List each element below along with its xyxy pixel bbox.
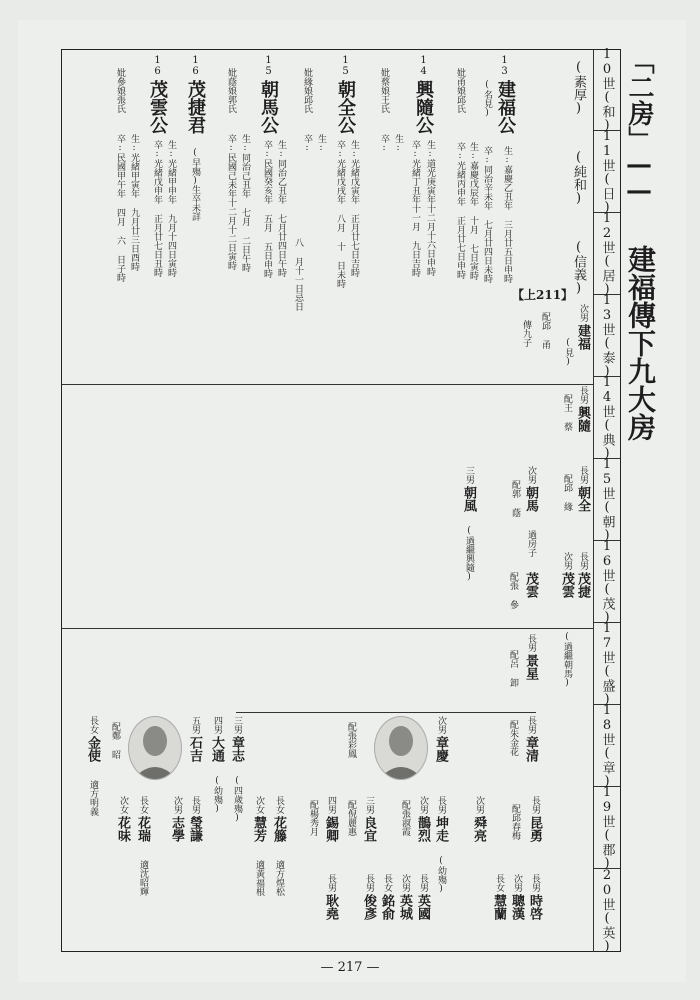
tree-label: 長女 <box>382 874 392 892</box>
tree-name: 茂雲 <box>559 572 574 598</box>
bio-died: 卒:光緒丁丑年十一月 九日吉時 <box>410 140 420 277</box>
tree-name: 朝馬 <box>523 486 538 512</box>
title-dash: —— <box>624 150 654 202</box>
bio-born: 生:光緒戊寅年 正月廿七日吉時 <box>349 140 359 277</box>
gen-18: 18世(章) <box>594 705 620 787</box>
tree-name: 慧蘭 <box>491 894 506 920</box>
tree-name: 興隨 <box>575 406 590 432</box>
tree-label: 五男 <box>190 716 200 734</box>
tree-name: 良宜 <box>361 816 376 842</box>
gen-16: 16世(茂) <box>594 541 620 623</box>
tree-label: 次男 <box>562 552 572 570</box>
tree-label: 四男 <box>212 716 222 734</box>
tree-label: 長男 <box>326 874 336 892</box>
ancestor-name: (素厚) <box>571 60 586 116</box>
gen-19: 19世(郡) <box>594 787 620 869</box>
tree-spouse: 配鄭 昭 <box>110 722 120 759</box>
gen-11: 11世(日) <box>594 131 620 213</box>
tree-note: (幼殤) <box>436 856 446 894</box>
tree-label: 次女 <box>118 796 128 814</box>
tree-note: (幼殤) <box>212 776 222 814</box>
gen-10: 10世(和) <box>594 49 620 131</box>
tree-label: 長男 <box>526 716 536 734</box>
tree-label: 長女 <box>138 796 148 814</box>
tree-name: 鵲烈 <box>415 816 430 842</box>
tree-name: 坤走 <box>433 816 448 842</box>
ancestor-name: (純和) <box>571 150 586 206</box>
tree-label: 長男 <box>578 386 588 404</box>
divider <box>62 384 593 385</box>
tree-label: 長男 <box>364 874 374 892</box>
tree-label: 四男 <box>326 796 336 814</box>
bio-spouse-died: 卒: <box>302 134 312 153</box>
gen-14: 14世(典) <box>594 377 620 459</box>
gen-13: 13世(泰) <box>594 295 620 377</box>
tree-label: 長男 <box>578 466 588 484</box>
bio-spouse: 妣蔡娘王氏 <box>379 68 389 113</box>
tree-name: 俊彥 <box>361 894 376 920</box>
tree-name: 花籐 <box>271 816 286 842</box>
bio-name: 興隨公 <box>413 80 434 134</box>
tree-spouse: 配倪麗惠 <box>346 800 356 836</box>
tree-name: 朝風 <box>461 486 476 512</box>
gen-15: 15世(朝) <box>594 459 620 541</box>
tree-label: 次男 <box>512 874 522 892</box>
bio-spouse: 妣參娘張氏 <box>115 68 125 113</box>
bio-died: 卒:光緒戊戌年 八月 十 日未時 <box>335 140 345 288</box>
branch-label: 「二房」 <box>624 48 654 152</box>
tree-name: 朝全 <box>575 486 590 512</box>
tree-name: 時啓 <box>527 894 542 920</box>
tree-name: 銘俞 <box>379 894 394 920</box>
bio-born: 生卒未詳 <box>190 185 200 221</box>
divider <box>62 628 593 629</box>
tree-note: 適方明義 <box>88 780 98 816</box>
tree-note: (四歲殤) <box>232 776 242 823</box>
tree-name: 章志 <box>229 736 244 762</box>
gen-20: 20世(英) <box>599 867 615 954</box>
tree-child-note: 傳九子 <box>521 320 531 347</box>
tree-label: 三男 <box>364 796 374 814</box>
bio-gen: 16 <box>152 55 163 77</box>
tree-note: 適沈昭輝 <box>138 860 148 896</box>
bio-gen: 16 <box>190 55 201 77</box>
bio-spouse-died: 卒: <box>379 134 389 153</box>
bio-spouse-died: 卒:民國甲午年 四月 六 日子時 <box>115 134 125 282</box>
bio-name: 茂捷君 <box>185 80 206 134</box>
tree-label: 長男 <box>530 796 540 814</box>
page-title: 建福傳下九大房 <box>624 245 657 441</box>
tree-name: 錫卿 <box>323 816 338 842</box>
ancestor-name: (信義) <box>571 240 586 296</box>
tree-name: 昆勇 <box>527 816 542 842</box>
tree-name: 舜亮 <box>471 816 486 842</box>
tree-label: 長女 <box>274 796 284 814</box>
portrait-photo <box>128 716 182 780</box>
tree-name: 花瑞 <box>135 816 150 842</box>
bio-spouse-born: 生:嘉慶戊辰年 十月 七日寅時 <box>468 142 478 280</box>
tree-name: 茂雲 <box>523 572 538 598</box>
tree-name: 瑩謙 <box>187 816 202 842</box>
tree-label: 次男 <box>172 796 182 814</box>
tree-name: 耿堯 <box>323 894 338 920</box>
tree-spouse: 配張淑霞 <box>400 800 410 836</box>
tree-label: 次女 <box>254 796 264 814</box>
bio-died: 卒:同治辛未年 七月廿四日未時 <box>482 146 492 283</box>
bio-alias: (名見) <box>482 80 492 118</box>
bio-born: 生:同治乙丑年 七月廿四日午時 <box>276 140 286 277</box>
tree-label: 三男 <box>232 716 242 734</box>
tree-label: 長女 <box>88 716 98 734</box>
bio-spouse-born: 生:同治己丑年 七月 二日午時 <box>240 134 250 272</box>
bio-died: 卒:民國癸亥年 五月 五日申時 <box>262 140 272 278</box>
tree-name: 金使 <box>85 736 100 762</box>
tree-label: 長女 <box>494 874 504 892</box>
tree-name: 志學 <box>169 816 184 842</box>
tree-name: 石吉 <box>187 736 202 762</box>
bio-name: 茂雲公 <box>147 80 168 134</box>
reference-mark: 【上211】 <box>512 288 574 302</box>
tree-label: 三男 <box>464 466 474 484</box>
bio-gen: 15 <box>340 55 351 77</box>
bio-gen: 14 <box>418 55 429 77</box>
bio-spouse: 妣甬娘邱氏 <box>455 68 465 113</box>
tree-label: 長男 <box>530 874 540 892</box>
gen-12: 12世(居) <box>594 213 620 295</box>
bio-spouse-died: 卒:民國己未年十二月十二日寅時 <box>226 134 236 270</box>
bio-extra: 八 月十一日忌日 <box>293 238 303 311</box>
gen-17: 17世(盛) <box>594 623 620 705</box>
tree-note: 適方煌松 <box>274 860 284 896</box>
divider <box>236 712 536 713</box>
tree-name: 大通 <box>209 736 224 762</box>
tree-label: 長男 <box>526 634 536 652</box>
tree-note: (過繼興隨) <box>464 526 474 582</box>
tree-label: 次男 <box>526 466 536 484</box>
tree-name: 建福 <box>575 324 590 350</box>
tree-name: 英城 <box>397 894 412 920</box>
tree-label: 次男 <box>436 716 446 734</box>
tree-name: 茂捷 <box>575 572 590 598</box>
tree-note: 適黃福根 <box>254 860 264 896</box>
bio-spouse-died: 卒:光緒丙申年 正月廿七日申時 <box>455 142 465 279</box>
tree-name: 景星 <box>523 654 538 680</box>
tree-spouse: 配王 蔡 <box>562 394 572 431</box>
tree-spouse: 配張彩鳳 <box>346 722 356 758</box>
tree-note: (過繼朝馬) <box>562 632 572 688</box>
tree-spouse: 配張 參 <box>508 572 518 609</box>
bio-born: 生:光緒甲申年 九月十四日寅時 <box>166 140 176 277</box>
tree-label: 長男 <box>436 796 446 814</box>
tree-name: 英國 <box>415 894 430 920</box>
tree-label: 長男 <box>578 552 588 570</box>
bio-spouse: 妣緣娘邱氏 <box>302 68 312 113</box>
tree-name: 章清 <box>523 736 538 762</box>
tree-label: 次男 <box>474 796 484 814</box>
bio-gen: 13 <box>499 55 510 77</box>
tree-spouse: 配邱 緣 <box>562 474 572 511</box>
bio-born: 生:道光庚寅年十二月十六日申時 <box>425 140 435 276</box>
tree-label: 次男 <box>578 304 588 322</box>
tree-spouse: 配朱金花 <box>508 720 518 756</box>
bio-name: 朝全公 <box>335 80 356 134</box>
tree-spouse: 配邱 甬 <box>540 312 550 349</box>
tree-label: 長男 <box>418 874 428 892</box>
bio-spouse-born: 生: <box>393 134 403 153</box>
bio-gen: 15 <box>263 55 274 77</box>
bio-note: (早殤) <box>190 148 200 186</box>
tree-name: 花味 <box>115 816 130 842</box>
tree-spouse: 配郭 蔭 <box>510 480 520 517</box>
bio-name: 建福公 <box>495 80 516 134</box>
portrait-photo <box>374 716 428 780</box>
bio-name: 朝馬公 <box>258 80 279 134</box>
tree-note: (見) <box>563 338 573 367</box>
tree-spouse: 配邱春梅 <box>510 804 520 840</box>
tree-label: 次男 <box>418 796 428 814</box>
tree-label: 長男 <box>190 796 200 814</box>
tree-spouse: 配楊秀月 <box>308 800 318 836</box>
tree-name: 章慶 <box>433 736 448 762</box>
tree-label: 次男 <box>400 874 410 892</box>
tree-name: 慧芳 <box>251 816 266 842</box>
tree-name: 聰漢 <box>509 894 524 920</box>
bio-spouse-born: 生:光緒甲寅年 九月廿三日酉時 <box>129 134 139 271</box>
generation-column <box>593 46 620 954</box>
tree-note: 過房子 <box>526 530 536 557</box>
bio-spouse-born: 生: <box>316 134 326 153</box>
bio-spouse: 妣蔭娘郭氏 <box>226 68 236 113</box>
page-number: — 217 — <box>320 960 380 975</box>
bio-died: 卒:光緒戊申年 正月廿七日丑時 <box>152 140 162 277</box>
bio-born: 生:嘉慶乙丑年 三月廿五日申時 <box>502 146 512 283</box>
tree-spouse: 配呂 卸 <box>508 650 518 687</box>
